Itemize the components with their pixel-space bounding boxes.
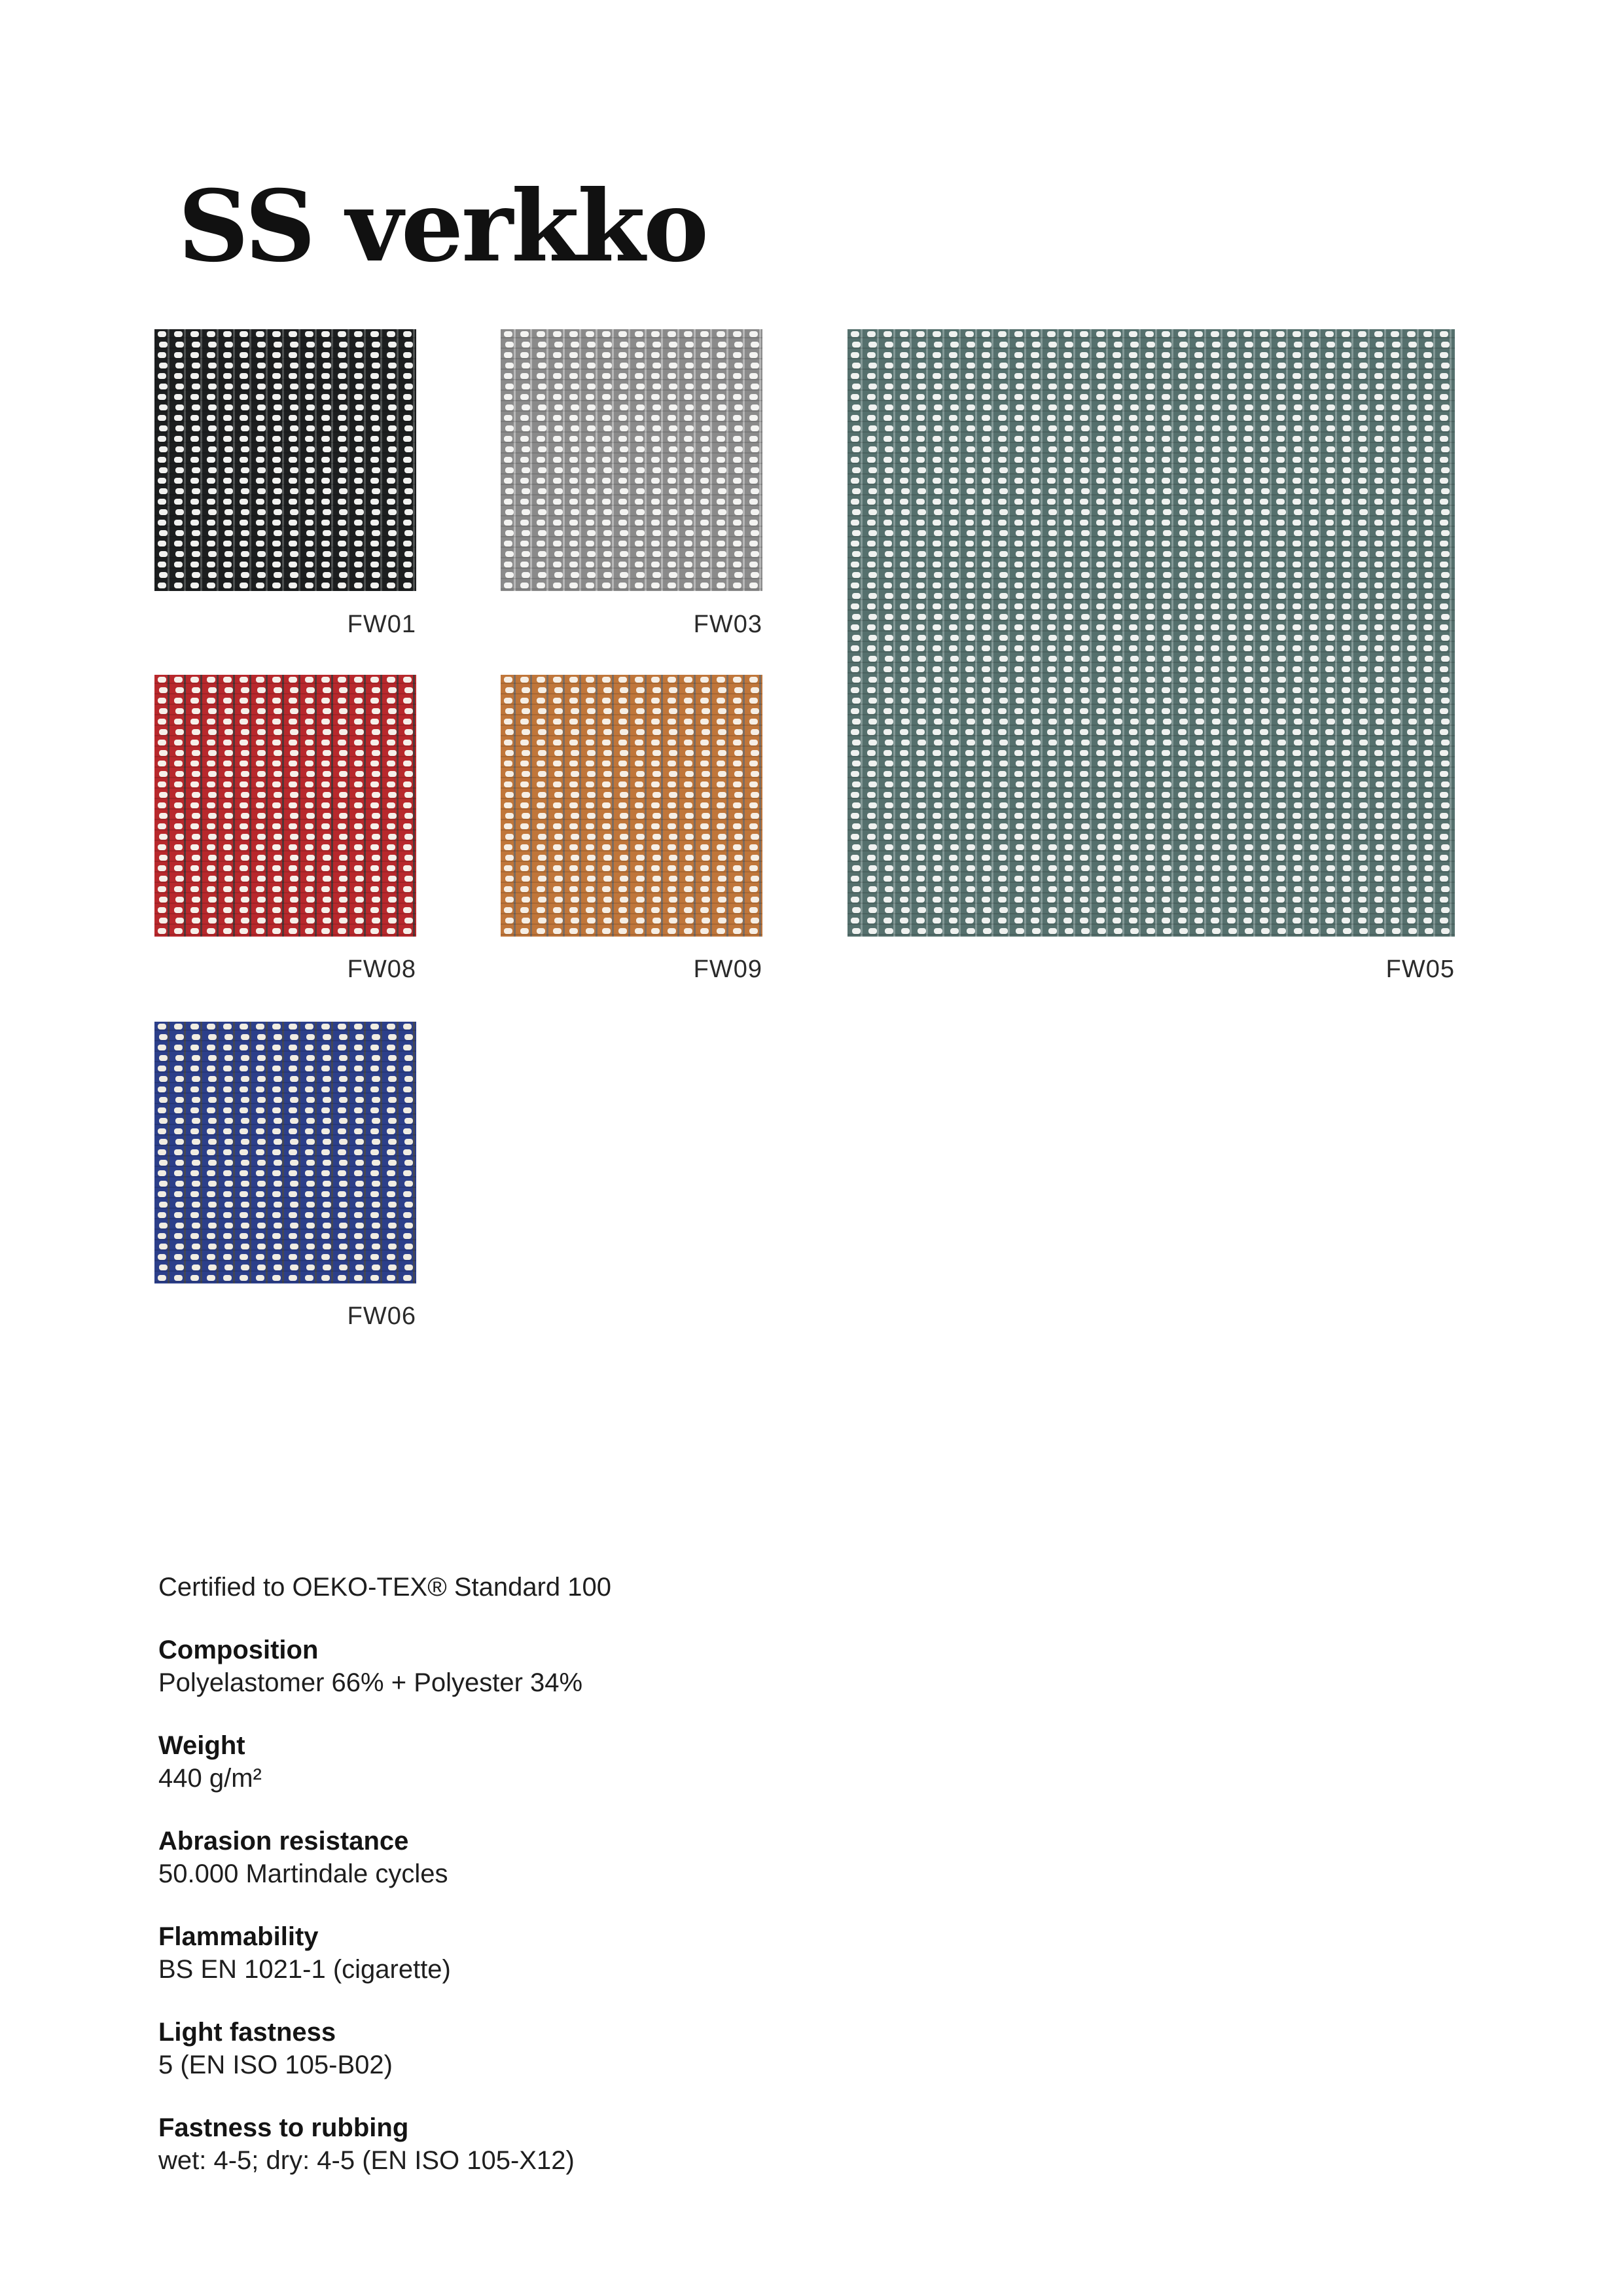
- spec-value: Polyelastomer 66% + Polyester 34%: [158, 1668, 583, 1697]
- swatch-fw03: [501, 329, 762, 637]
- spec-value: 5 (EN ISO 105-B02): [158, 2051, 393, 2079]
- fabric-swatch-image: [501, 675, 762, 937]
- spec-heading: Weight: [158, 1731, 245, 1760]
- spec-value: BS EN 1021-1 (cigarette): [158, 1955, 451, 1984]
- spec-value: 440 g/m²: [158, 1764, 262, 1793]
- swatch-code-label: FW06: [347, 1302, 416, 1330]
- fabric-swatch-image: [154, 675, 416, 937]
- swatch-fw01: [154, 329, 416, 637]
- fabric-swatch-image: [847, 329, 1455, 937]
- swatch-code-label: FW08: [347, 956, 416, 983]
- swatch-fw06: [154, 1022, 416, 1329]
- spec-light-fastness: [158, 2016, 1140, 2081]
- spec-heading: Abrasion resistance: [158, 1827, 409, 1856]
- spec-heading: Fastness to rubbing: [158, 2113, 409, 2142]
- swatch-code-label: FW09: [693, 956, 762, 983]
- certification-text: Certified to OEKO-TEX® Standard 100: [158, 1573, 612, 1602]
- page-title: SS verkko: [178, 168, 707, 284]
- spec-value: 50.000 Martindale cycles: [158, 1859, 448, 1888]
- swatch-code-label: FW01: [347, 611, 416, 638]
- fabric-swatch-image: [154, 329, 416, 591]
- spec-abrasion-resistance: [158, 1825, 1140, 1890]
- swatch-fw08: [154, 675, 416, 982]
- fabric-swatch-image: [501, 329, 762, 591]
- spec-heading: Light fastness: [158, 2018, 336, 2047]
- swatch-fw05: [847, 329, 1455, 982]
- spec-weight: [158, 1729, 1140, 1795]
- spec-composition: [158, 1634, 1140, 1699]
- spec-heading: Composition: [158, 1636, 319, 1664]
- spec-fastness-to-rubbing: [158, 2111, 1140, 2177]
- spec-heading: Flammability: [158, 1922, 319, 1951]
- swatch-code-label: FW03: [693, 611, 762, 638]
- spec-value: wet: 4-5; dry: 4-5 (EN ISO 105-X12): [158, 2146, 575, 2175]
- swatch-fw09: [501, 675, 762, 982]
- specifications: [158, 1571, 1140, 2177]
- spec-flammability: [158, 1920, 1140, 1986]
- fabric-swatch-image: [154, 1022, 416, 1283]
- swatch-code-label: FW05: [1385, 956, 1455, 983]
